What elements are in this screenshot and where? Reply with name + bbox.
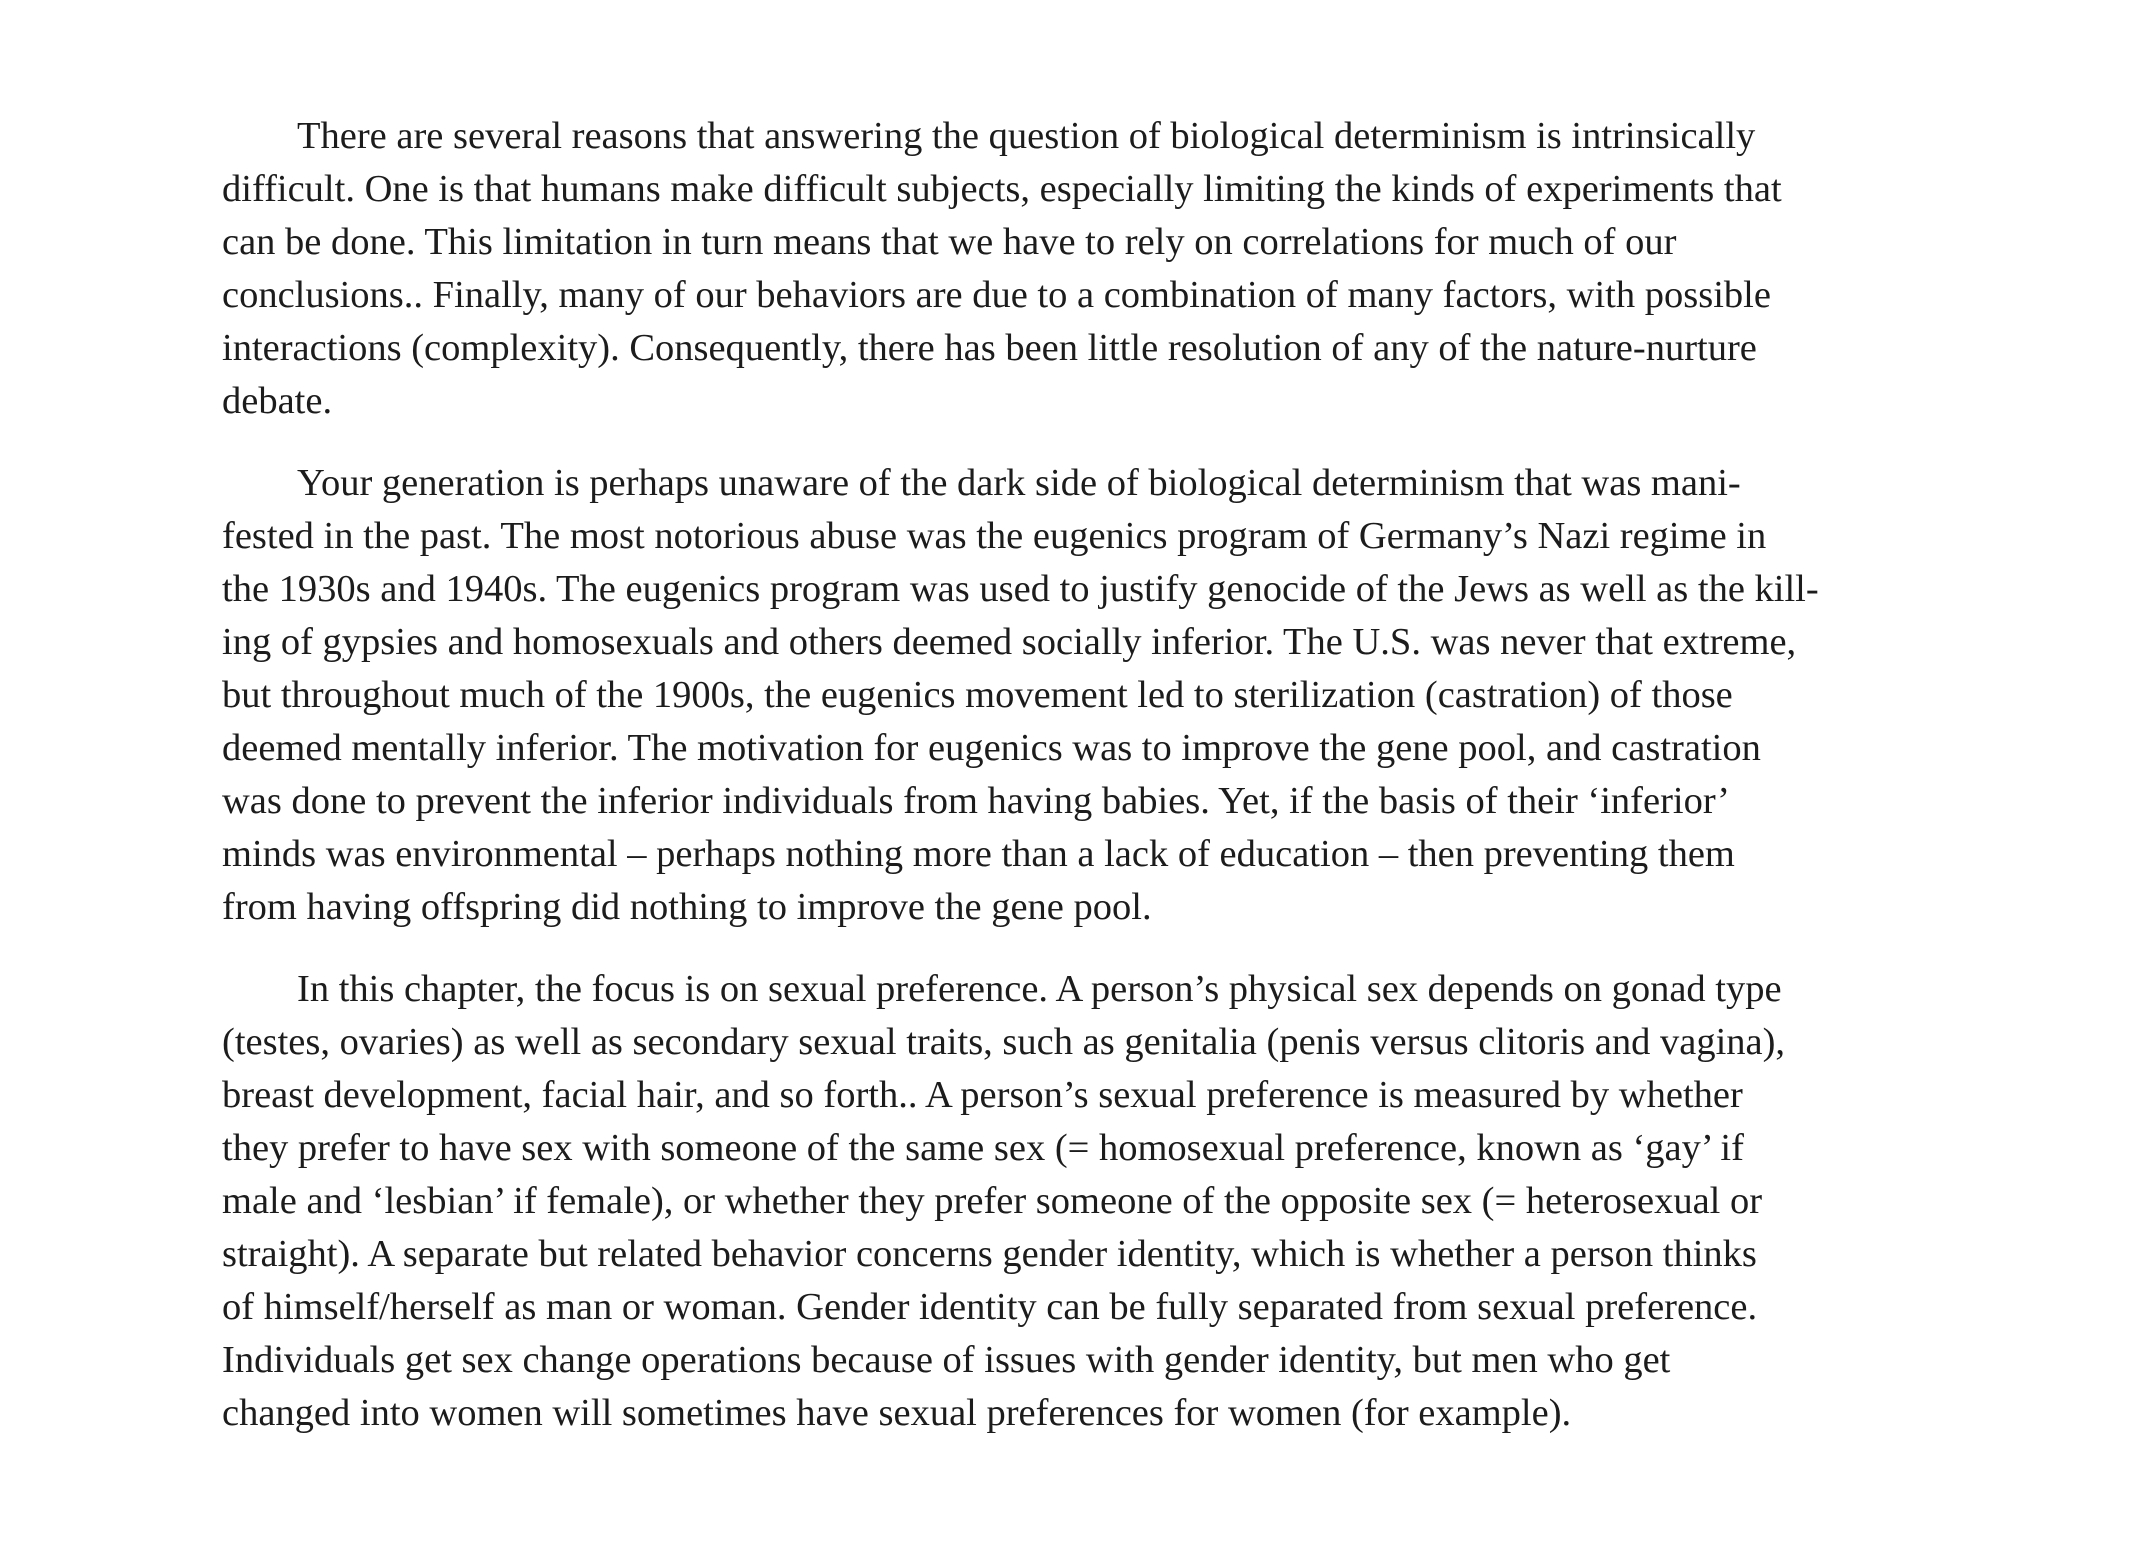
text-line: straight). A separate but related behavior concerns gender identity, which is whether a person thinks: [222, 1233, 1757, 1275]
text-line: of himself/herself as man or woman. Gender identity can be fully separated from sexual preference.: [222, 1286, 1758, 1328]
text-line: There are several reasons that answering the question of biological determinism is intrinsically: [297, 115, 1756, 157]
text-line: was done to prevent the inferior individuals from having babies. Yet, if the basis of their ‘inferior’: [222, 780, 1730, 822]
text-line: changed into women will sometimes have sexual preferences for women (for example).: [222, 1392, 1572, 1434]
text-line: difficult. One is that humans make difficult subjects, especially limiting the kinds of experiments that: [222, 168, 1782, 210]
text-line: from having offspring did nothing to improve the gene pool.: [222, 886, 1152, 928]
text-line: In this chapter, the focus is on sexual preference. A person’s physical sex depends on gonad type: [297, 968, 1782, 1010]
text-line: Your generation is perhaps unaware of the dark side of biological determinism that was mani-: [297, 462, 1741, 504]
text-line: they prefer to have sex with someone of the same sex (= homosexual preference, known as ‘gay’ if: [222, 1127, 1744, 1169]
text-line: can be done. This limitation in turn means that we have to rely on correlations for much of our: [222, 221, 1677, 263]
text-line: ing of gypsies and homosexuals and others deemed socially inferior. The U.S. was never that extreme,: [222, 621, 1797, 663]
text-line: conclusions.. Finally, many of our behaviors are due to a combination of many factors, with possible: [222, 274, 1771, 316]
text-line: the 1930s and 1940s. The eugenics program was used to justify genocide of the Jews as well as the kill-: [222, 568, 1819, 610]
text-line: interactions (complexity). Consequently, there has been little resolution of any of the nature-nurture: [222, 327, 1757, 369]
text-line: Individuals get sex change operations because of issues with gender identity, but men who get: [222, 1339, 1671, 1381]
paragraph-biological-determinism: [222, 110, 1942, 428]
paragraph-sexual-preference: [222, 963, 1942, 1440]
text-line: deemed mentally inferior. The motivation for eugenics was to improve the gene pool, and castration: [222, 727, 1761, 769]
text-line: breast development, facial hair, and so forth.. A person’s sexual preference is measured by whether: [222, 1074, 1743, 1116]
text-line: but throughout much of the 1900s, the eugenics movement led to sterilization (castration) of those: [222, 674, 1733, 716]
text-line: (testes, ovaries) as well as secondary sexual traits, such as genitalia (penis versus clitoris and vagina),: [222, 1021, 1786, 1063]
text-line: male and ‘lesbian’ if female), or whether they prefer someone of the opposite sex (= heterosexual or: [222, 1180, 1763, 1222]
text-line: minds was environmental – perhaps nothing more than a lack of education – then preventing them: [222, 833, 1735, 875]
paragraph-eugenics: [222, 457, 1942, 934]
text-line: debate.: [222, 380, 333, 422]
text-line: fested in the past. The most notorious abuse was the eugenics program of Germany’s Nazi regime in: [222, 515, 1767, 557]
document-body: [222, 110, 1942, 1469]
